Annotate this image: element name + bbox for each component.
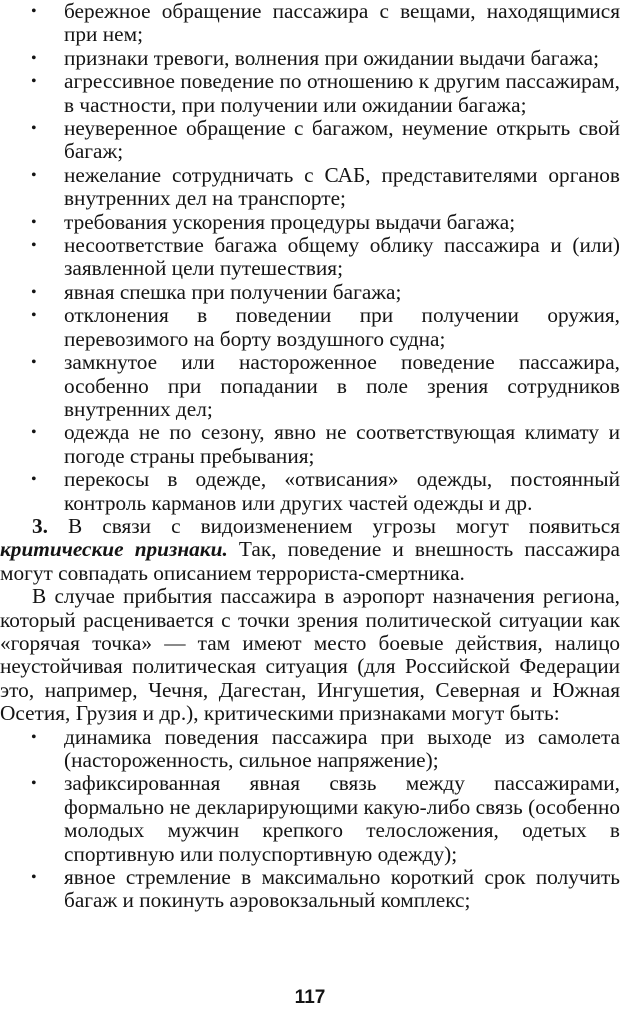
bullet-icon: • bbox=[31, 283, 37, 301]
list-item-text: несоответствие багажа общему облику пассажира и (или) заявленной цели путешествия; bbox=[64, 233, 620, 281]
list-item-text: требования ускорения процедуры выдачи багажа; bbox=[64, 209, 516, 234]
list-item bbox=[0, 70, 620, 117]
emphasized-term: критические признаки. bbox=[0, 537, 228, 562]
bullet-icon: • bbox=[31, 166, 37, 184]
list-item-text: перекосы в одежде, «отвисания» одежды, постоянный контроль карманов или других частей одежды и др. bbox=[64, 467, 620, 515]
list-item bbox=[0, 726, 620, 773]
bullet-icon: • bbox=[31, 237, 37, 255]
list-item bbox=[0, 866, 620, 913]
bullet-icon: • bbox=[31, 869, 37, 887]
list-item bbox=[0, 351, 620, 421]
paragraph-text: Так, поведение и внешность пассажира могут совпадать описанием террориста-смертника. bbox=[0, 537, 620, 585]
list-item bbox=[0, 164, 620, 211]
list-item-text: явное стремление в максимально короткий срок получить багаж и покинуть аэровокзальный комплекс; bbox=[64, 865, 620, 913]
list-item bbox=[0, 211, 620, 234]
paragraph-text: В связи с видоизменением угрозы могут появиться bbox=[47, 513, 620, 538]
bullet-icon: • bbox=[31, 49, 37, 67]
paragraph-hot-spot: В случае прибытия пассажира в аэропорт назначения региона, который расценивается с точки зрения политической ситуации как «горячая точка» — там имеют место боевые действия, налицо неустойчивая политическая ситуация (для Российской Федерации это, например, Чечня, Дагестан, Ингушетия, Северная и Южная Осетия, Грузия и др.), критическими признаками могут быть: bbox=[0, 584, 620, 726]
bullet-icon: • bbox=[31, 120, 37, 138]
list-item-text: нежелание сотрудничать с САБ, представителями органов внутренних дел на транспорте; bbox=[64, 162, 620, 211]
list-item bbox=[0, 281, 620, 304]
bullet-icon: • bbox=[31, 424, 37, 442]
list-item-text: зафиксированная явная связь между пассажирами, формально не декларирующими какую-либо связь (особенно молодых мужчин крепкого телосложения, одетых в спортивную или полуспортивную одежду); bbox=[64, 771, 620, 866]
list-item bbox=[0, 234, 620, 281]
bullet-icon: • bbox=[31, 471, 37, 489]
bullet-icon: • bbox=[31, 3, 37, 20]
list-item bbox=[0, 468, 620, 515]
critical-signs-list bbox=[0, 726, 620, 913]
list-item-text: одежда не по сезону, явно не соответствующая климату и погоде страны пребывания; bbox=[64, 420, 620, 468]
paragraph-number: 3. bbox=[32, 513, 48, 538]
list-item bbox=[0, 117, 620, 164]
bullet-icon: • bbox=[31, 307, 37, 325]
bullet-icon: • bbox=[31, 354, 37, 372]
bullet-icon: • bbox=[31, 73, 37, 91]
bullet-icon: • bbox=[31, 728, 37, 746]
list-item-text: явная спешка при получении багажа; bbox=[64, 279, 402, 304]
list-item bbox=[0, 0, 620, 47]
list-item-text: признаки тревоги, волнения при ожидании выдачи багажа; bbox=[64, 45, 600, 70]
bullet-icon: • bbox=[31, 213, 37, 231]
bullet-icon: • bbox=[31, 775, 37, 793]
list-item-text: замкнутое или настороженное поведение пассажира, особенно при попадании в поле зрения сотрудников внутренних дел; bbox=[64, 350, 620, 421]
page-number: 117 bbox=[294, 987, 326, 1008]
list-item-text: бережное обращение пассажира с вещами, находящимися при нем; bbox=[64, 0, 620, 47]
paragraph-critical-signs bbox=[0, 515, 620, 585]
list-item-text: неуверенное обращение с багажом, неумение открыть свой багаж; bbox=[64, 116, 620, 164]
list-item-text: динамика поведения пассажира при выходе из самолета (настороженность, сильное напряжение); bbox=[64, 724, 620, 772]
list-item bbox=[0, 304, 620, 351]
list-item-text: отклонения в поведении при получении оружия, перевозимого на борту воздушного судна; bbox=[64, 303, 620, 351]
list-item bbox=[0, 772, 620, 866]
list-item bbox=[0, 47, 620, 70]
list-item-text: агрессивное поведение по отношению к другим пассажирам, в частности, при получении или ожидании багажа; bbox=[64, 69, 620, 117]
list-item bbox=[0, 421, 620, 468]
